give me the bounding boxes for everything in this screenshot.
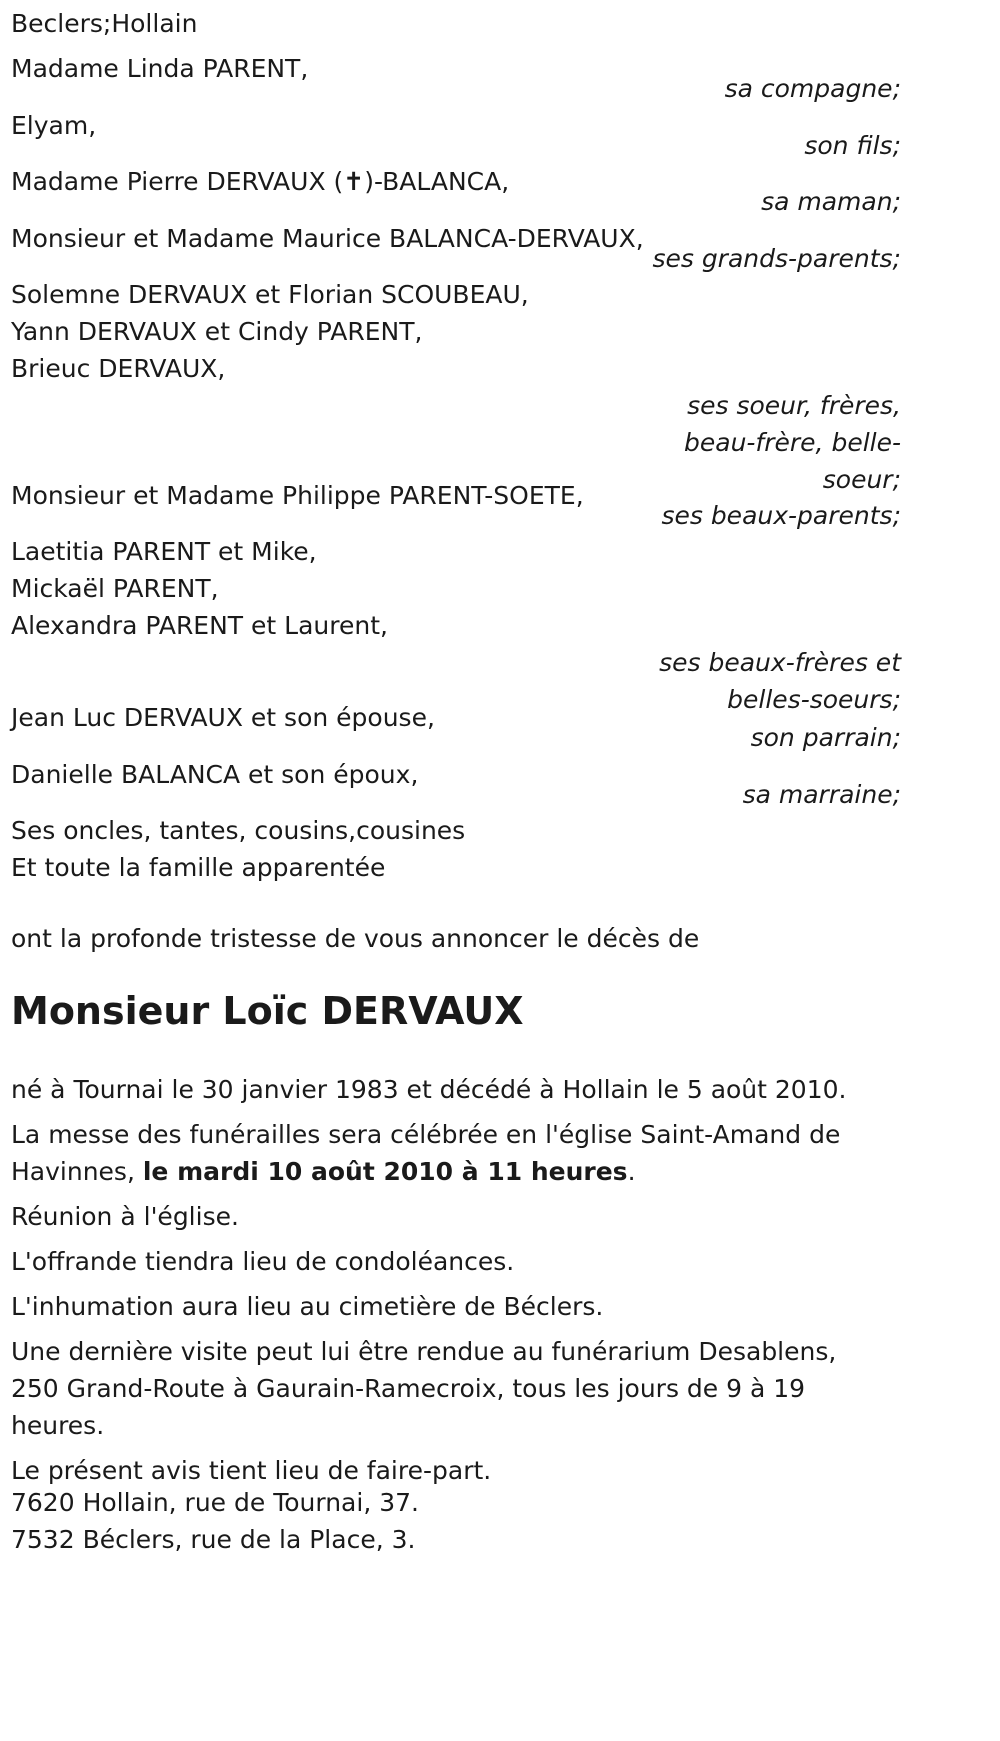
announcement-text: ont la profonde tristesse de vous annoncer le décès de [11,924,700,953]
family-name: Jean Luc DERVAUX et son épouse, [11,703,435,732]
family-name: Yann DERVAUX et Cindy PARENT, [11,317,423,346]
family-role: soeur; [822,465,901,494]
addresses [11,1484,901,1558]
family-entry [11,50,901,107]
family-entry [11,220,901,277]
address-line: 7620 Hollain, rue de Tournai, 37. [11,1488,419,1517]
mass-info [11,1116,891,1190]
extended-family [11,812,901,886]
extended-family-line: Ses oncles, tantes, cousins,cousines [11,816,466,845]
family-name: Monsieur et Madame Maurice BALANCA-DERVAUX, [11,224,644,253]
family-entry [11,699,901,756]
offering-text: L'offrande tiendra lieu de condoléances. [11,1247,515,1276]
family-entry [11,163,901,220]
address-line: 7532 Béclers, rue de la Place, 3. [11,1525,416,1554]
family-role: ses beaux-frères et [659,648,901,677]
family-role: son fils; [804,131,901,160]
family-name: Alexandra PARENT et Laurent, [11,611,388,640]
locality-header [11,5,901,42]
burial-text: L'inhumation aura lieu au cimetière de Béclers. [11,1292,604,1321]
mass-date: le mardi 10 août 2010 à 11 heures [142,1157,628,1186]
family-role: sa compagne; [724,74,901,103]
family-role: son parrain; [750,723,901,752]
mass-intro: La messe des funérailles sera célébrée en l'église Saint-Amand de Havinnes, [11,1120,841,1186]
family-role: ses beaux-parents; [661,501,901,530]
family-name: Solemne DERVAUX et Florian SCOUBEAU, [11,280,529,309]
family-name: Laetitia PARENT et Mike, [11,537,317,566]
family-name: Monsieur et Madame Philippe PARENT-SOETE, [11,481,584,510]
mass-end: . [627,1157,636,1186]
notice-text: Le présent avis tient lieu de faire-part. [11,1456,492,1485]
family-name: Brieuc DERVAUX, [11,354,226,383]
family-role: belles-soeurs; [727,685,901,714]
family-role: sa marraine; [742,780,901,809]
deceased-name: Monsieur Loïc DERVAUX [11,989,524,1033]
meeting-text: Réunion à l'église. [11,1202,239,1231]
family-entry [11,756,901,813]
family-entry [11,107,901,164]
family-name: Mickaël PARENT, [11,574,219,603]
announcement [11,920,901,957]
family-name: Madame Linda PARENT, [11,54,309,83]
family-role: sa maman; [761,187,901,216]
family-entry [11,533,901,718]
family-entry [11,477,901,534]
family-name: Elyam, [11,111,97,140]
family-role: ses soeur, frères, [687,391,901,420]
family-name: Danielle BALANCA et son époux, [11,760,419,789]
extended-family-line: Et toute la famille apparentée [11,853,386,882]
locality-text: Beclers;Hollain [11,9,198,38]
family-role: ses grands-parents; [652,244,901,273]
family-role: beau-frère, belle- [684,428,901,457]
details [11,1071,901,1489]
birth-death-text: né à Tournai le 30 janvier 1983 et décédé à Hollain le 5 août 2010. [11,1075,847,1104]
family-entry [11,276,901,498]
family-name: Madame Pierre DERVAUX (✝)-BALANCA, [11,167,510,196]
visit-text: Une dernière visite peut lui être rendue au funérarium Desablens, 250 Grand-Route à Gaurain-Ramecroix, tous les jours de 9 à 19 heures. [11,1337,837,1440]
